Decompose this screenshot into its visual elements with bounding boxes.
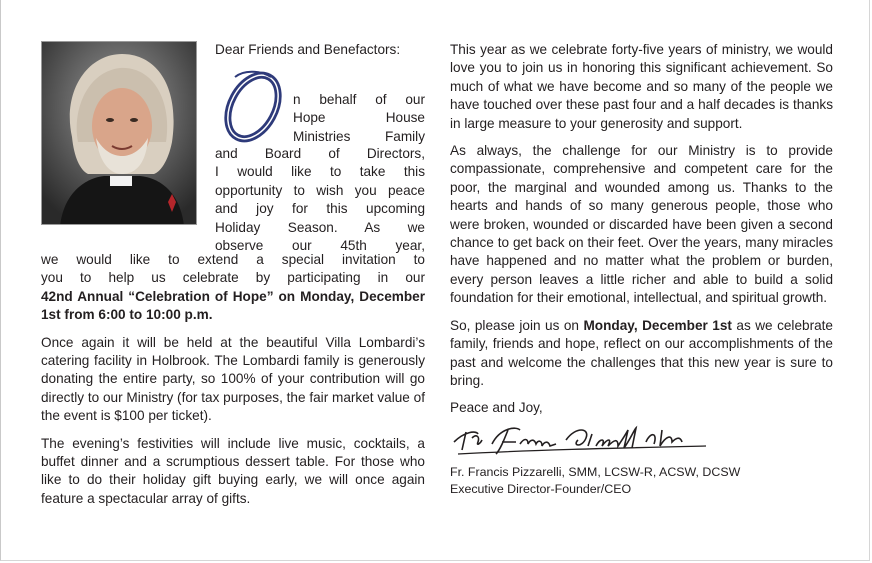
intro-line: and joy for this upcoming xyxy=(215,201,425,217)
intro-top-lines xyxy=(293,91,425,146)
greeting: Dear Friends and Benefactors: xyxy=(215,42,401,57)
intro-block xyxy=(41,41,425,254)
intro-line: I would like to take this xyxy=(215,164,425,180)
dropcap-o-ornament xyxy=(215,65,291,145)
closing: Peace and Joy, xyxy=(450,400,543,416)
right-column xyxy=(450,41,833,498)
intro-line: observe our 45th year, xyxy=(215,238,425,254)
signer-name: Fr. Francis Pizzarelli, SMM, LCSW-R, ACSW, DCSW xyxy=(450,464,741,479)
festivities-paragraph: The evening’s festivities will include live music, cocktails, a buffet dinner and a scrumptious dessert table. For those who like to do their holiday gift buying early, we will once again feature a spectacular array of gifts. xyxy=(41,435,425,506)
signer-title: Executive Director-Founder/CEO xyxy=(450,481,632,496)
join-paragraph xyxy=(450,317,833,391)
intro-line: we would like to extend a special invitation to xyxy=(41,252,425,267)
invitation-paragraph xyxy=(41,251,425,325)
join-date: Monday, December 1st xyxy=(583,317,732,333)
intro-line: you to help us celebrate by participating in our xyxy=(41,270,425,286)
handwritten-signature xyxy=(450,420,710,460)
anniversary-paragraph: This year as we celebrate forty-five years of ministry, we would love you to join us in honoring this significant achievement. So much of what we have become and so many of the people we have touched over these past four and a half decades is thanks in large measure to your generosity and support. xyxy=(450,42,833,131)
left-column xyxy=(41,41,425,517)
join-text-after: as we celebrate family, friends and hope, reflect on our accomplishments of the past and welcome the challenges that this new year is sure to bring. xyxy=(450,317,833,388)
intro-line: n behalf of our xyxy=(293,92,425,107)
intro-line: Holiday Season. As we xyxy=(215,219,425,235)
intro-line: and Board of Directors, xyxy=(215,146,425,161)
intro-line: Ministries Family xyxy=(293,128,425,144)
event-details: 42nd Annual “Celebration of Hope” on Monday, December 1st from 6:00 to 10:00 p.m. xyxy=(41,288,425,323)
join-text-before: So, please join us on xyxy=(450,317,584,333)
intro-line: opportunity to wish you peace xyxy=(215,182,425,198)
intro-line: Hope House xyxy=(293,110,425,126)
intro-mid-lines xyxy=(215,145,425,255)
venue-paragraph: Once again it will be held at the beautiful Villa Lombardi’s catering facility in Holbrook. The Lombardi family is generously donating the entire party, so 100% of your contribution will go directly to our Ministry (for tax purposes, the fair market value of the event is $100 per ticket). xyxy=(41,334,425,424)
challenge-paragraph: As always, the challenge for our Ministry is to provide compassionate, comprehensive and competent care for the poor, the marginal and wounded among us. Thanks to the hearts and hands of so many generous people, those who were broken, wounded or discarded have been given a second chance to get back on their feet. Over the years, many miracles have happened and no matter what the problem or burden, every person leaves a little richer and able to build a solid foundation for their emotional, intellectual, and spiritual growth. xyxy=(450,143,833,306)
